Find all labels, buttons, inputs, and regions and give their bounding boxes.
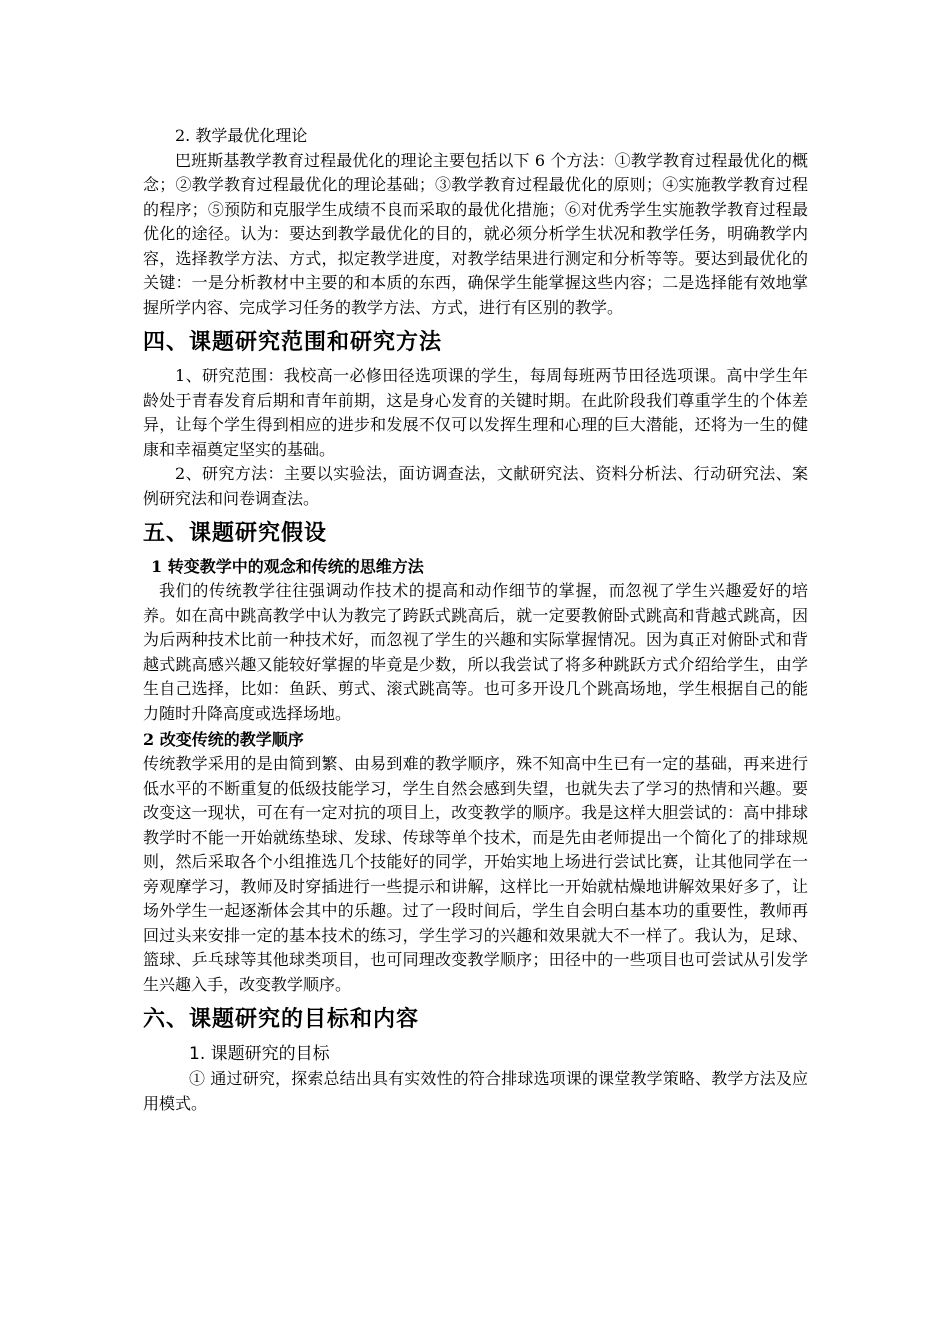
heading-research-hypothesis: 五、课题研究假设 bbox=[143, 521, 328, 546]
section-title-optimization-theory: 2. 教学最优化理论 bbox=[175, 126, 308, 145]
paragraph-change-teaching-order: 传统教学采用的是由简到繁、由易到难的教学顺序，殊不知高中生已有一定的基础，再来进行低水平的不断重复的低级技能学习，学生自然会感到失望，也就失去了学习的热情和兴趣。要改变这一现状，可在有一定对抗的项目上，改变教学的顺序。我是这样大胆尝试的：高中排球教学时不能一开始就练垫球、发球、传球等单个技术，而是先由老师提出一个简化了的排球规则，然后采取各个小组推选几个技能好的同学，开始实地上场进行尝试比赛，让其他同学在一旁观摩学习，教师及时穿插进行一些提示和讲解，这样比一开始就枯燥地讲解效果好多了，让场外学生一起逐渐体会其中的乐趣。过了一段时间后，学生自会明白基本功的重要性，教师再回过头来安排一定的基本技术的练习，学生学习的兴趣和效果就大不一样了。我认为，足球、篮球、乒乓球等其他球类项目，也可同理改变教学顺序；田径中的一些项目也可尝试从引发学生兴趣入手，改变教学顺序。 bbox=[143, 754, 808, 994]
heading-research-scope-methods: 四、课题研究范围和研究方法 bbox=[143, 330, 443, 355]
paragraph-research-methods: 2、研究方法：主要以实验法，面访调查法，文献研究法、资料分析法、行动研究法、案例研究法和问卷调查法。 bbox=[143, 464, 808, 508]
subheading-change-teaching-order: 2 改变传统的教学顺序 bbox=[143, 730, 304, 749]
subheading-change-concepts: 1 转变教学中的观念和传统的思维方法 bbox=[151, 557, 424, 576]
heading-research-goals-content: 六、课题研究的目标和内容 bbox=[143, 1007, 420, 1032]
paragraph-change-concepts: 我们的传统教学往往强调动作技术的提高和动作细节的掌握，而忽视了学生兴趣爱好的培养。如在高中跳高教学中认为教完了跨跃式跳高后，就一定要教俯卧式跳高和背越式跳高，因为后两种技术比前一种技术好，而忽视了学生的兴趣和实际掌握情况。因为真正对俯卧式和背越式跳高感兴趣又能较好掌握的毕竟是少数，所以我尝试了将多种跳跃方式介绍给学生，由学生自己选择，比如：鱼跃、剪式、滚式跳高等。也可多开设几个跳高场地，学生根据自己的能力随时升降高度或选择场地。 bbox=[143, 581, 808, 723]
document-body bbox=[143, 124, 808, 1116]
paragraph-research-scope: 1、研究范围：我校高一必修田径选项课的学生，每周每班两节田径选项课。高中学生年龄处于青春发育后期和青年前期，这是身心发育的关键时期。在此阶段我们尊重学生的个体差异，让每个学生得到相应的进步和发展不仅可以发挥生理和心理的巨大潜能，还将为一生的健康和幸福奠定坚实的基础。 bbox=[143, 366, 808, 459]
paragraph-goal-1: ① 通过研究，探索总结出具有实效性的符合排球选项课的课堂教学策略、教学方法及应用模式。 bbox=[143, 1069, 808, 1113]
paragraph-optimization-theory: 巴班斯基教学教育过程最优化的理论主要包括以下 6 个方法：①教学教育过程最优化的概念；②教学教育过程最优化的理论基础；③教学教育过程最优化的原则；④实施教学教育过程的程序；⑤预防和克服学生成绩不良而采取的最优化措施；⑥对优秀学生实施教学教育过程最优化的途径。认为：要达到教学最优化的目的，就必须分析学生状况和教学任务，明确教学内容，选择教学方法、方式，拟定教学进度，对教学结果进行测定和分析等等。要达到最优化的关键：一是分析教材中主要的和本质的东西，确保学生能掌握这些内容；二是选择能有效地掌握所学内容、完成学习任务的教学方法、方式，进行有区别的教学。 bbox=[143, 150, 808, 317]
subheading-research-goals: 1. 课题研究的目标 bbox=[189, 1044, 330, 1064]
